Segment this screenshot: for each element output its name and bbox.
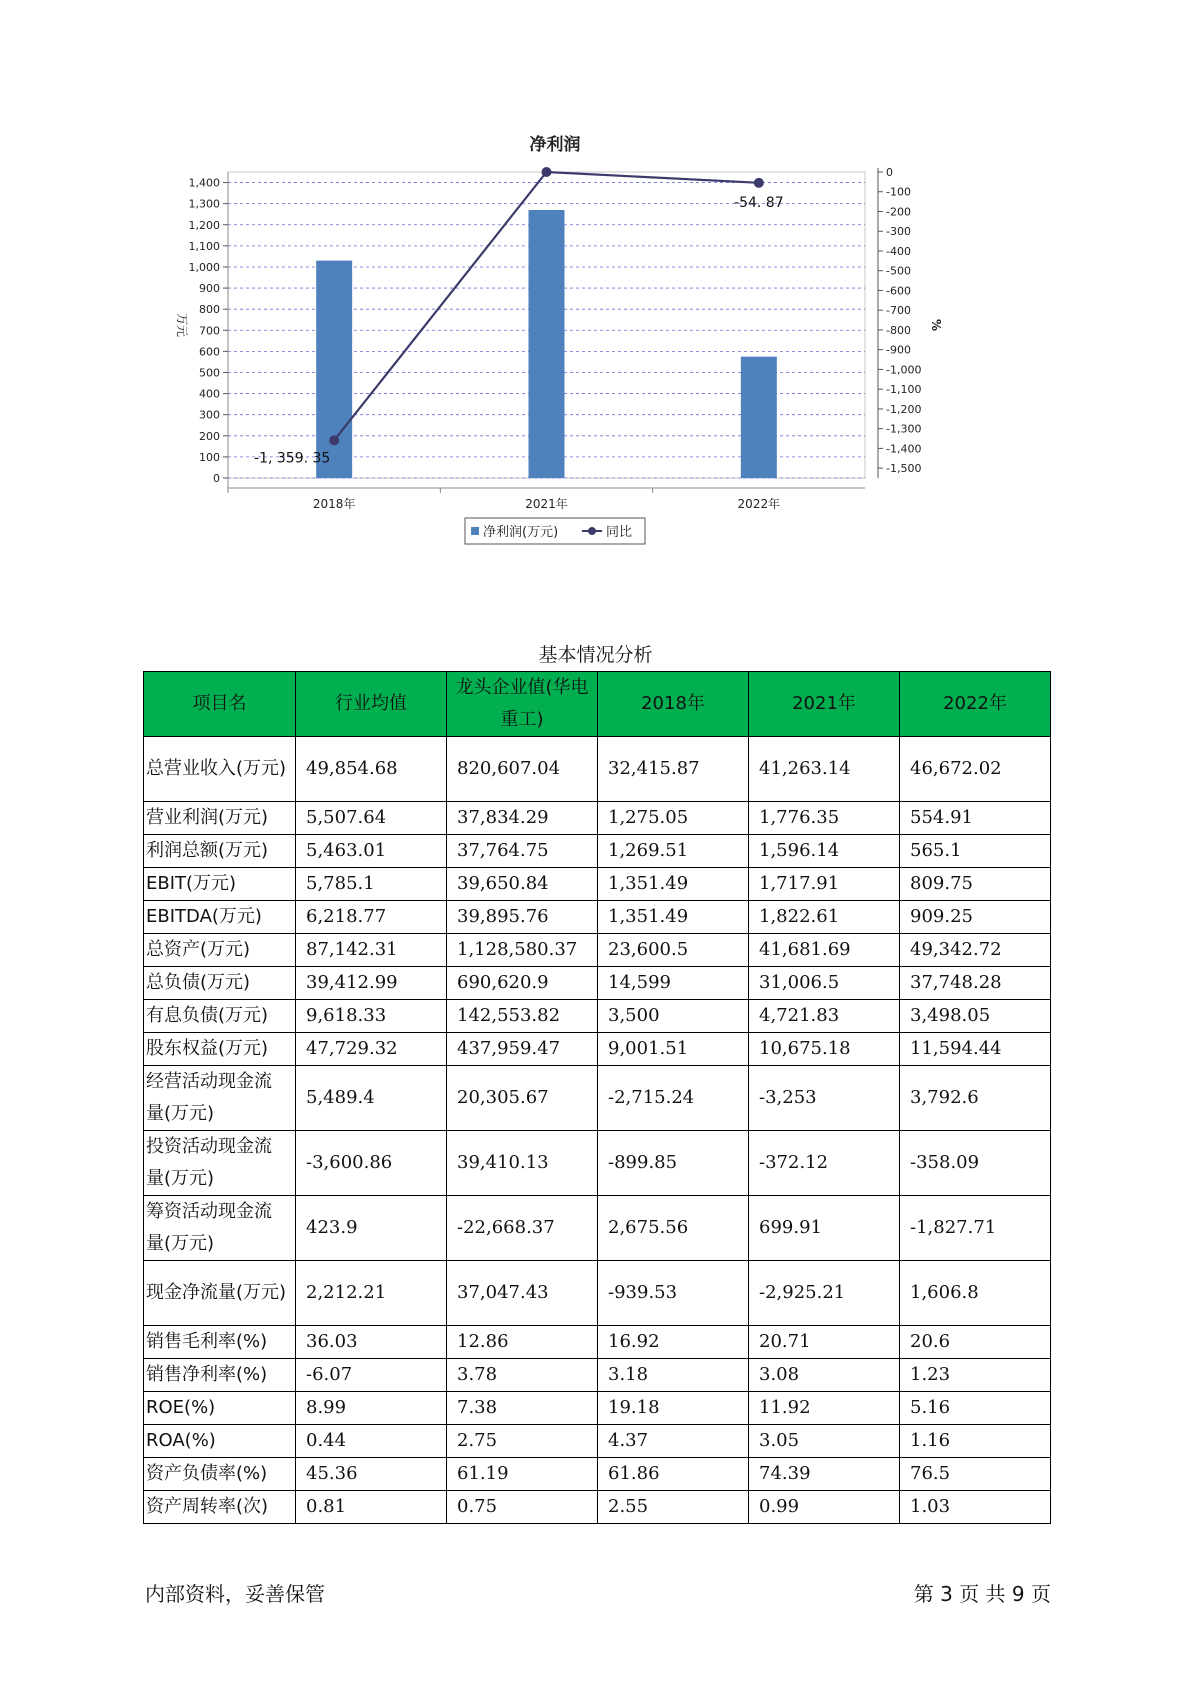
table-row bbox=[144, 1425, 1051, 1458]
y-tick-label: 200 bbox=[199, 429, 220, 443]
table-cell: 4,721.83 bbox=[749, 1000, 900, 1033]
row-label: EBITDA(万元) bbox=[144, 901, 296, 934]
legend-line-marker bbox=[588, 527, 596, 535]
table-row bbox=[144, 1326, 1051, 1359]
y-tick-label: 1,000 bbox=[188, 260, 220, 274]
y-axis-title: 万元 bbox=[175, 312, 189, 338]
table-cell: 39,650.84 bbox=[447, 868, 598, 901]
table-cell: 5,507.64 bbox=[296, 802, 447, 835]
y-right-tick-label: -500 bbox=[886, 264, 911, 278]
table-cell: 5,463.01 bbox=[296, 835, 447, 868]
row-label: ROA(%) bbox=[144, 1425, 296, 1458]
table-row bbox=[144, 835, 1051, 868]
table-row bbox=[144, 1491, 1051, 1524]
table-cell: 41,263.14 bbox=[749, 737, 900, 802]
table-cell: 11,594.44 bbox=[900, 1033, 1051, 1066]
table-header-cell: 项目名 bbox=[144, 672, 296, 737]
table-cell: 16.92 bbox=[598, 1326, 749, 1359]
row-label: 销售毛利率(%) bbox=[144, 1326, 296, 1359]
table-header-row bbox=[144, 672, 1051, 737]
table-cell: -358.09 bbox=[900, 1131, 1051, 1196]
table-cell: 37,764.75 bbox=[447, 835, 598, 868]
table-cell: 1.03 bbox=[900, 1491, 1051, 1524]
table-cell: 699.91 bbox=[749, 1196, 900, 1261]
y-right-tick-label: -1,400 bbox=[886, 442, 922, 456]
table-header-cell: 龙头企业值(华电重工) bbox=[447, 672, 598, 737]
table-cell: 11.92 bbox=[749, 1392, 900, 1425]
table-cell: 23,600.5 bbox=[598, 934, 749, 967]
table-cell: 20.6 bbox=[900, 1326, 1051, 1359]
y-right-tick-label: -400 bbox=[886, 244, 911, 258]
row-label: EBIT(万元) bbox=[144, 868, 296, 901]
table-cell: 49,342.72 bbox=[900, 934, 1051, 967]
legend-line-label: 同比 bbox=[606, 525, 633, 540]
table-cell: 12.86 bbox=[447, 1326, 598, 1359]
y-right-tick-label: -1,000 bbox=[886, 363, 922, 377]
y-tick-label: 1,100 bbox=[188, 239, 220, 253]
y-tick-label: 0 bbox=[213, 472, 220, 485]
y-right-tick-label: -100 bbox=[886, 185, 911, 199]
y-tick-label: 700 bbox=[199, 324, 220, 338]
row-label: 总营业收入(万元) bbox=[144, 737, 296, 802]
data-label: -1, 359. 35 bbox=[254, 450, 331, 467]
line-point bbox=[329, 435, 339, 445]
table-cell: -939.53 bbox=[598, 1261, 749, 1326]
table-cell: 1,351.49 bbox=[598, 901, 749, 934]
y-right-tick-label: -1,300 bbox=[886, 422, 922, 436]
table-cell: 37,834.29 bbox=[447, 802, 598, 835]
table-row bbox=[144, 737, 1051, 802]
table-row bbox=[144, 1131, 1051, 1196]
table-header-cell: 2018年 bbox=[598, 672, 749, 737]
table-cell: 9,001.51 bbox=[598, 1033, 749, 1066]
table-cell: 2,212.21 bbox=[296, 1261, 447, 1326]
table-cell: 20.71 bbox=[749, 1326, 900, 1359]
table-cell: 423.9 bbox=[296, 1196, 447, 1261]
table-cell: 36.03 bbox=[296, 1326, 447, 1359]
table-cell: -3,253 bbox=[749, 1066, 900, 1131]
table-cell: 3.78 bbox=[447, 1359, 598, 1392]
table-cell: 5.16 bbox=[900, 1392, 1051, 1425]
table-cell: 39,412.99 bbox=[296, 967, 447, 1000]
table-cell: -372.12 bbox=[749, 1131, 900, 1196]
table-cell: 39,895.76 bbox=[447, 901, 598, 934]
table-cell: 9,618.33 bbox=[296, 1000, 447, 1033]
table-row bbox=[144, 868, 1051, 901]
table-cell: 1,351.49 bbox=[598, 868, 749, 901]
table-cell: 87,142.31 bbox=[296, 934, 447, 967]
y-right-tick-label: -200 bbox=[886, 205, 911, 219]
row-label: 经营活动现金流量(万元) bbox=[144, 1066, 296, 1131]
table-row bbox=[144, 1196, 1051, 1261]
line-point bbox=[754, 178, 764, 188]
row-label: 筹资活动现金流量(万元) bbox=[144, 1196, 296, 1261]
table-cell: 3,792.6 bbox=[900, 1066, 1051, 1131]
table-cell: 76.5 bbox=[900, 1458, 1051, 1491]
table-cell: 1,717.91 bbox=[749, 868, 900, 901]
table-cell: 41,681.69 bbox=[749, 934, 900, 967]
table-cell: 45.36 bbox=[296, 1458, 447, 1491]
bar bbox=[741, 357, 777, 478]
table-row bbox=[144, 1033, 1051, 1066]
bar bbox=[316, 261, 352, 478]
table-cell: 2.55 bbox=[598, 1491, 749, 1524]
table-cell: 3.05 bbox=[749, 1425, 900, 1458]
table-cell: 19.18 bbox=[598, 1392, 749, 1425]
table-cell: 5,785.1 bbox=[296, 868, 447, 901]
table-cell: -2,715.24 bbox=[598, 1066, 749, 1131]
table-cell: 1.23 bbox=[900, 1359, 1051, 1392]
table-cell: -899.85 bbox=[598, 1131, 749, 1196]
y-tick-label: 400 bbox=[199, 387, 220, 401]
table-cell: 1,275.05 bbox=[598, 802, 749, 835]
table-cell: 61.86 bbox=[598, 1458, 749, 1491]
table-row bbox=[144, 802, 1051, 835]
table-row bbox=[144, 1359, 1051, 1392]
y-tick-label: 100 bbox=[199, 450, 220, 464]
table-cell: 3.18 bbox=[598, 1359, 749, 1392]
row-label: 总负债(万元) bbox=[144, 967, 296, 1000]
y-right-tick-label: -800 bbox=[886, 323, 911, 337]
table-cell: 14,599 bbox=[598, 967, 749, 1000]
footer-page-number: 第 3 页 共 9 页 bbox=[913, 1582, 1051, 1606]
table-cell: 142,553.82 bbox=[447, 1000, 598, 1033]
bar bbox=[529, 210, 565, 478]
table-header-cell: 2021年 bbox=[749, 672, 900, 737]
table-cell: -2,925.21 bbox=[749, 1261, 900, 1326]
table-cell: 0.81 bbox=[296, 1491, 447, 1524]
chart-svg bbox=[150, 130, 1030, 600]
table-cell: 37,047.43 bbox=[447, 1261, 598, 1326]
net-profit-chart bbox=[150, 130, 1030, 600]
table-row bbox=[144, 934, 1051, 967]
table-cell: 1,596.14 bbox=[749, 835, 900, 868]
table-cell: 437,959.47 bbox=[447, 1033, 598, 1066]
x-tick-label: 2021年 bbox=[525, 497, 568, 511]
table-cell: 3.08 bbox=[749, 1359, 900, 1392]
y-tick-label: 600 bbox=[199, 345, 220, 359]
y-right-axis-title: % bbox=[929, 318, 943, 332]
table-cell: 820,607.04 bbox=[447, 737, 598, 802]
table-cell: 10,675.18 bbox=[749, 1033, 900, 1066]
x-tick-label: 2022年 bbox=[737, 497, 781, 511]
table-cell: 1,606.8 bbox=[900, 1261, 1051, 1326]
table-row bbox=[144, 1261, 1051, 1326]
table-row bbox=[144, 901, 1051, 934]
y-right-tick-label: -1,100 bbox=[886, 383, 922, 397]
line-point bbox=[542, 167, 552, 177]
table-cell: -6.07 bbox=[296, 1359, 447, 1392]
table-cell: 5,489.4 bbox=[296, 1066, 447, 1131]
row-label: 销售净利率(%) bbox=[144, 1359, 296, 1392]
row-label: 有息负债(万元) bbox=[144, 1000, 296, 1033]
row-label: 股东权益(万元) bbox=[144, 1033, 296, 1066]
row-label: 资产负债率(%) bbox=[144, 1458, 296, 1491]
table-cell: 4.37 bbox=[598, 1425, 749, 1458]
table-cell: 1,776.35 bbox=[749, 802, 900, 835]
table-cell: 7.38 bbox=[447, 1392, 598, 1425]
y-tick-label: 800 bbox=[199, 303, 220, 317]
table-cell: 61.19 bbox=[447, 1458, 598, 1491]
y-right-tick-label: -1,500 bbox=[886, 462, 922, 476]
y-right-tick-label: -1,200 bbox=[886, 402, 922, 416]
table-cell: 1,822.61 bbox=[749, 901, 900, 934]
table-cell: 0.44 bbox=[296, 1425, 447, 1458]
row-label: 投资活动现金流量(万元) bbox=[144, 1131, 296, 1196]
table-cell: 809.75 bbox=[900, 868, 1051, 901]
table-row bbox=[144, 1000, 1051, 1033]
y-right-tick-label: -700 bbox=[886, 304, 911, 318]
table-row bbox=[144, 1066, 1051, 1131]
table-header-cell: 2022年 bbox=[900, 672, 1051, 737]
table-cell: 8.99 bbox=[296, 1392, 447, 1425]
table-cell: 2.75 bbox=[447, 1425, 598, 1458]
row-label: 利润总额(万元) bbox=[144, 835, 296, 868]
table-cell: 1,269.51 bbox=[598, 835, 749, 868]
row-label: 资产周转率(次) bbox=[144, 1491, 296, 1524]
table-title: 基本情况分析 bbox=[538, 644, 653, 666]
table-cell: -1,827.71 bbox=[900, 1196, 1051, 1261]
basic-analysis-table bbox=[143, 671, 1051, 1524]
table-cell: -3,600.86 bbox=[296, 1131, 447, 1196]
table-cell: -22,668.37 bbox=[447, 1196, 598, 1261]
footer-confidential: 内部资料，妥善保管 bbox=[145, 1582, 325, 1606]
y-tick-label: 500 bbox=[199, 366, 220, 380]
chart-title: 净利润 bbox=[529, 135, 581, 155]
table-cell: 37,748.28 bbox=[900, 967, 1051, 1000]
y-tick-label: 1,400 bbox=[188, 176, 220, 190]
row-label: ROE(%) bbox=[144, 1392, 296, 1425]
table-cell: 20,305.67 bbox=[447, 1066, 598, 1131]
table-cell: 31,006.5 bbox=[749, 967, 900, 1000]
row-label: 营业利润(万元) bbox=[144, 802, 296, 835]
table-cell: 690,620.9 bbox=[447, 967, 598, 1000]
y-tick-label: 1,300 bbox=[188, 197, 220, 211]
legend-bar-label: 净利润(万元) bbox=[483, 525, 559, 540]
table-cell: 554.91 bbox=[900, 802, 1051, 835]
table-cell: 909.25 bbox=[900, 901, 1051, 934]
table-cell: 47,729.32 bbox=[296, 1033, 447, 1066]
table-header-cell: 行业均值 bbox=[296, 672, 447, 737]
data-label: -54. 87 bbox=[734, 194, 784, 211]
table-cell: 3,498.05 bbox=[900, 1000, 1051, 1033]
table-cell: 6,218.77 bbox=[296, 901, 447, 934]
y-right-tick-label: -900 bbox=[886, 343, 911, 357]
table-cell: 0.99 bbox=[749, 1491, 900, 1524]
table-cell: 0.75 bbox=[447, 1491, 598, 1524]
table-cell: 49,854.68 bbox=[296, 737, 447, 802]
y-tick-label: 900 bbox=[199, 282, 220, 296]
table-cell: 3,500 bbox=[598, 1000, 749, 1033]
x-tick-label: 2018年 bbox=[312, 497, 356, 511]
y-right-tick-label: -300 bbox=[886, 225, 911, 239]
table-cell: 2,675.56 bbox=[598, 1196, 749, 1261]
table-cell: 39,410.13 bbox=[447, 1131, 598, 1196]
table-cell: 565.1 bbox=[900, 835, 1051, 868]
y-right-tick-label: -600 bbox=[886, 284, 911, 298]
table-cell: 1,128,580.37 bbox=[447, 934, 598, 967]
row-label: 现金净流量(万元) bbox=[144, 1261, 296, 1326]
row-label: 总资产(万元) bbox=[144, 934, 296, 967]
table-cell: 46,672.02 bbox=[900, 737, 1051, 802]
table-row bbox=[144, 967, 1051, 1000]
table-row bbox=[144, 1458, 1051, 1491]
table-cell: 1.16 bbox=[900, 1425, 1051, 1458]
y-right-tick-label: 0 bbox=[886, 166, 893, 179]
y-tick-label: 300 bbox=[199, 408, 220, 422]
y-tick-label: 1,200 bbox=[188, 218, 220, 232]
legend-bar-swatch bbox=[471, 527, 479, 535]
table-cell: 74.39 bbox=[749, 1458, 900, 1491]
table-cell: 32,415.87 bbox=[598, 737, 749, 802]
table-row bbox=[144, 1392, 1051, 1425]
